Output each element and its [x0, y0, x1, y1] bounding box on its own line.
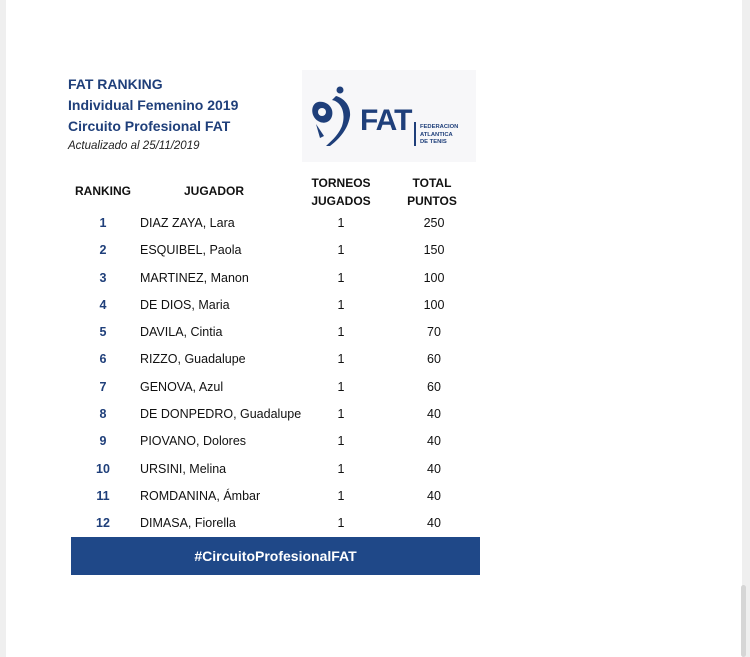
rank-cell: 6 [99, 352, 107, 367]
player-name-cell: ROMDANINA, Ámbar [140, 488, 261, 503]
table-row [64, 292, 480, 319]
tournaments-played-cell: 1 [337, 243, 345, 258]
total-points-cell: 150 [423, 243, 445, 258]
total-points-cell: 40 [427, 407, 441, 422]
header-player: JUGADOR [183, 184, 244, 198]
tournaments-played-cell: 1 [337, 434, 345, 449]
player-name-cell: MARTINEZ, Manon [140, 270, 249, 285]
logo-text: FAT [360, 104, 412, 137]
rank-cell: 5 [99, 325, 107, 340]
header-ranking: RANKING [75, 184, 131, 198]
table-row [64, 237, 480, 264]
table-row [64, 483, 480, 510]
hashtag-banner: #CircuitoProfesionalFAT [71, 537, 480, 575]
document-page [6, 0, 742, 657]
ranking-title: FAT RANKING [68, 76, 163, 92]
player-name-cell: DE DIOS, Maria [140, 297, 230, 312]
table-row [64, 510, 480, 537]
tournaments-played-cell: 1 [337, 270, 345, 285]
player-name-cell: DIMASA, Fiorella [140, 516, 236, 531]
total-points-cell: 40 [427, 461, 441, 476]
table-header [64, 174, 480, 212]
total-points-cell: 100 [423, 270, 445, 285]
rank-cell: 2 [99, 243, 107, 258]
player-name-cell: GENOVA, Azul [140, 379, 224, 394]
logo-sub-line: DE TENIS [420, 139, 447, 145]
header-played-line1: TORNEOS [311, 176, 371, 190]
table-row [64, 374, 480, 401]
total-points-cell: 70 [427, 325, 441, 340]
rank-cell: 10 [96, 461, 110, 476]
tournaments-played-cell: 1 [337, 325, 345, 340]
header-points-line2: PUNTOS [407, 194, 457, 208]
player-name-cell: RIZZO, Guadalupe [140, 352, 246, 367]
scrollbar[interactable] [741, 585, 746, 657]
tournaments-played-cell: 1 [337, 297, 345, 312]
logo-sub-line: FEDERACION [420, 124, 459, 130]
total-points-cell: 60 [427, 379, 441, 394]
player-name-cell: DE DONPEDRO, Guadalupe [140, 407, 302, 422]
rank-cell: 1 [99, 216, 107, 230]
total-points-cell: 100 [423, 297, 445, 312]
logo-subtitle [420, 124, 458, 147]
rank-cell: 12 [96, 516, 110, 531]
player-name-cell: PIOVANO, Dolores [140, 434, 247, 449]
total-points-cell: 40 [427, 516, 441, 531]
tournaments-played-cell: 1 [337, 461, 345, 476]
player-name-cell: DAVILA, Cintia [140, 325, 223, 340]
total-points-cell: 40 [427, 488, 441, 503]
table-row [64, 265, 480, 292]
header-points-line1: TOTAL [412, 176, 452, 190]
logo-sub-line: ATLANTICA [420, 131, 453, 138]
fat-logo [302, 70, 476, 162]
tennis-player-icon [308, 84, 358, 148]
logo-divider [414, 122, 416, 146]
player-name-cell: ESQUIBEL, Paola [140, 243, 242, 258]
rank-cell: 3 [99, 270, 107, 285]
rank-cell: 4 [99, 297, 107, 312]
header-tournaments-played [302, 174, 380, 210]
rank-cell: 9 [99, 434, 107, 449]
header-total-points [396, 174, 468, 210]
player-name-cell: DIAZ ZAYA, Lara [140, 216, 235, 230]
table-row [64, 456, 480, 483]
total-points-cell: 60 [427, 352, 441, 367]
table-row [64, 319, 480, 346]
circuit-title: Circuito Profesional FAT [68, 118, 231, 134]
tournaments-played-cell: 1 [337, 407, 345, 422]
tournaments-played-cell: 1 [337, 516, 345, 531]
total-points-cell: 40 [427, 434, 441, 449]
document-header [68, 74, 238, 156]
table-row [64, 346, 480, 373]
category-title: Individual Femenino 2019 [68, 97, 239, 113]
table-row [64, 428, 480, 455]
tournaments-played-cell: 1 [337, 216, 345, 230]
updated-date: Actualizado al 25/11/2019 [68, 140, 200, 152]
rank-cell: 11 [96, 488, 110, 503]
tournaments-played-cell: 1 [337, 352, 345, 367]
table-row [64, 401, 480, 428]
table-row [64, 210, 480, 237]
header-played-line2: JUGADOS [311, 194, 371, 208]
tournaments-played-cell: 1 [337, 488, 345, 503]
player-name-cell: URSINI, Melina [140, 461, 227, 476]
total-points-cell: 250 [423, 216, 445, 230]
ranking-table-body [64, 210, 480, 538]
rank-cell: 8 [99, 407, 107, 422]
tournaments-played-cell: 1 [337, 379, 345, 394]
rank-cell: 7 [99, 379, 107, 394]
